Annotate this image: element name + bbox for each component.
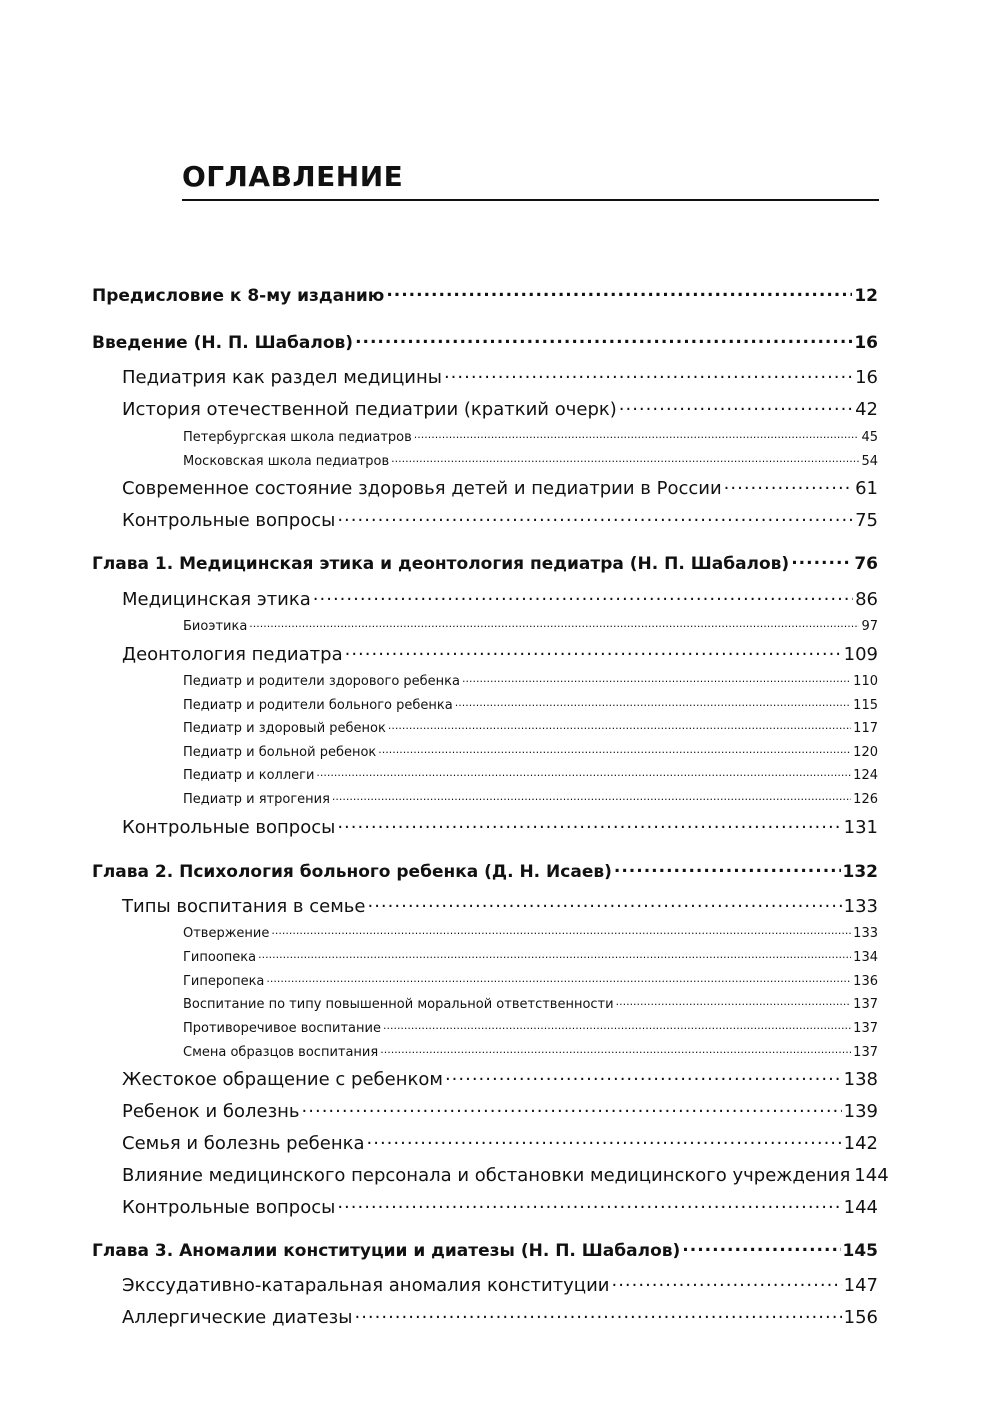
- toc-entry-title: Глава 1. Медицинская этика и деонтология педиатра (Н. П. Шабалов): [92, 554, 790, 574]
- leader-dots: [455, 696, 851, 709]
- toc-entry-title: Глава 3. Аномалии конституции и диатезы (Н. П. Шабалов): [92, 1241, 681, 1261]
- leader-dots: [386, 284, 852, 301]
- toc-entry-page: 16: [855, 367, 878, 388]
- toc-entry[interactable]: [122, 508, 878, 531]
- toc-entry[interactable]: [183, 924, 878, 941]
- toc-entry-title: Отвержение: [183, 926, 270, 941]
- leader-dots: [354, 1305, 841, 1323]
- toc-entry-title: Биоэтика: [183, 619, 248, 634]
- toc-entry-page: 42: [855, 399, 878, 420]
- toc-entry-title: Жестокое обращение с ребенком: [122, 1069, 443, 1090]
- toc-entry[interactable]: [183, 1043, 878, 1060]
- leader-dots: [462, 672, 851, 685]
- toc-entry-page: 117: [853, 721, 878, 736]
- leader-dots: [614, 860, 841, 877]
- leader-dots: [724, 476, 853, 494]
- toc-entry[interactable]: [122, 476, 878, 499]
- leader-dots: [302, 1099, 842, 1117]
- leader-dots: [444, 365, 853, 383]
- leader-dots: [388, 719, 851, 732]
- toc-entry[interactable]: [183, 452, 878, 469]
- toc-entry[interactable]: [183, 790, 878, 807]
- leader-dots: [367, 1131, 842, 1149]
- leader-dots: [337, 1195, 841, 1213]
- toc-entry-title: Педиатр и коллеги: [183, 768, 315, 783]
- toc-entry[interactable]: [183, 696, 878, 713]
- toc-entry-title: Деонтология педиатра: [122, 644, 343, 665]
- toc-entry-page: 75: [855, 510, 878, 531]
- toc-entry-title: Педиатр и здоровый ребенок: [183, 721, 386, 736]
- toc-entry-title: История отечественной педиатрии (краткий очерк): [122, 399, 617, 420]
- toc-entry[interactable]: [92, 552, 878, 574]
- toc-entry-page: 124: [853, 768, 878, 783]
- toc-entry[interactable]: [183, 617, 878, 634]
- toc-entry[interactable]: [92, 284, 878, 306]
- toc-entry-page: 126: [853, 792, 878, 807]
- leader-dots: [380, 1043, 851, 1056]
- toc-entry-title: Контрольные вопросы: [122, 510, 336, 531]
- toc-entry-page: 115: [853, 698, 878, 713]
- leader-dots: [249, 617, 859, 630]
- toc-entry-title: Смена образцов воспитания: [183, 1045, 379, 1060]
- toc-entry-page: 142: [843, 1133, 878, 1154]
- toc-entry-title: Московская школа педиатров: [183, 454, 390, 469]
- toc-entry-title: Современное состояние здоровья детей и педиатрии в России: [122, 478, 722, 499]
- toc-entry[interactable]: [183, 972, 878, 989]
- toc-entry-page: 110: [853, 674, 878, 689]
- toc-entry-page: 54: [861, 454, 878, 469]
- toc-entry[interactable]: [122, 894, 878, 917]
- leader-dots: [445, 1067, 842, 1085]
- leader-dots: [378, 743, 851, 756]
- toc-entry[interactable]: [122, 1131, 878, 1154]
- leader-dots: [355, 331, 852, 348]
- leader-dots: [367, 894, 841, 912]
- leader-dots: [619, 397, 853, 415]
- toc-entry-page: 147: [843, 1275, 878, 1296]
- toc-entry-title: Педиатрия как раздел медицины: [122, 367, 442, 388]
- toc-entry-page: 109: [843, 644, 878, 665]
- leader-dots: [383, 1019, 851, 1032]
- toc-entry[interactable]: [122, 1273, 878, 1296]
- toc-entry[interactable]: [183, 995, 878, 1012]
- toc-entry[interactable]: [183, 428, 878, 445]
- toc-entry-page: 97: [861, 619, 878, 634]
- toc-entry[interactable]: [183, 719, 878, 736]
- toc-entry-page: 86: [855, 589, 878, 610]
- leader-dots: [266, 972, 851, 985]
- leader-dots: [391, 452, 859, 465]
- toc-entry-page: 61: [855, 478, 878, 499]
- toc-entry-page: 12: [854, 286, 878, 306]
- toc-entry-page: 133: [853, 926, 878, 941]
- toc-entry-page: 134: [853, 950, 878, 965]
- toc-entry[interactable]: [183, 766, 878, 783]
- toc-entry-page: 45: [861, 430, 878, 445]
- toc-entry[interactable]: [183, 743, 878, 760]
- toc-entry-title: Гиперопека: [183, 974, 265, 989]
- toc-entry-page: 137: [853, 1045, 878, 1060]
- leader-dots: [791, 552, 852, 569]
- toc-entry[interactable]: [122, 397, 878, 420]
- toc-entry[interactable]: [122, 1195, 878, 1218]
- toc-entry[interactable]: [122, 1163, 889, 1186]
- toc-entry-page: 136: [853, 974, 878, 989]
- toc-entry-title: Влияние медицинского персонала и обстановки медицинского учреждения: [122, 1165, 851, 1186]
- page-title: ОГЛАВЛЕНИЕ: [182, 160, 404, 193]
- leader-dots: [611, 1273, 841, 1291]
- toc-entry-page: 138: [843, 1069, 878, 1090]
- leader-dots: [337, 508, 853, 526]
- toc-entry-page: 120: [853, 745, 878, 760]
- toc-entry-title: Медицинская этика: [122, 589, 311, 610]
- toc-entry[interactable]: [92, 860, 878, 882]
- toc-entry-page: 133: [843, 896, 878, 917]
- toc-entry[interactable]: [122, 587, 878, 610]
- toc-entry-page: 144: [843, 1197, 878, 1218]
- toc-entry[interactable]: [183, 948, 878, 965]
- toc-entry-title: Петербургская школа педиатров: [183, 430, 412, 445]
- toc-entry[interactable]: [122, 365, 878, 388]
- toc-entry-title: Введение (Н. П. Шабалов): [92, 333, 354, 353]
- toc-entry[interactable]: [183, 1019, 878, 1036]
- toc-entry-title: Педиатр и родители здорового ребенка: [183, 674, 460, 689]
- toc-entry-title: Ребенок и болезнь: [122, 1101, 300, 1122]
- toc-entry-page: 137: [853, 997, 878, 1012]
- toc-entry-title: Противоречивое воспитание: [183, 1021, 381, 1036]
- toc-entry[interactable]: [122, 1305, 878, 1328]
- toc-entry-page: 144: [854, 1165, 889, 1186]
- leader-dots: [316, 766, 851, 779]
- toc-entry-title: Семья и болезнь ребенка: [122, 1133, 365, 1154]
- toc-entry-title: Аллергические диатезы: [122, 1307, 353, 1328]
- toc-entry[interactable]: [122, 1067, 878, 1090]
- toc-entry-page: 131: [843, 817, 878, 838]
- toc-entry-title: Типы воспитания в семье: [122, 896, 366, 917]
- toc-entry-title: Гипоопека: [183, 950, 257, 965]
- toc-entry-page: 132: [842, 862, 878, 882]
- leader-dots: [414, 428, 860, 441]
- toc-entry[interactable]: [183, 672, 878, 689]
- leader-dots: [337, 815, 841, 833]
- toc-entry-page: 16: [854, 333, 878, 353]
- leader-dots: [258, 948, 851, 961]
- leader-dots: [682, 1239, 840, 1256]
- toc-entry-title: Педиатр и ятрогения: [183, 792, 330, 807]
- toc-entry[interactable]: [122, 642, 878, 665]
- leader-dots: [616, 995, 852, 1008]
- toc-entry[interactable]: [92, 331, 878, 353]
- toc-entry[interactable]: [122, 815, 878, 838]
- leader-dots: [313, 587, 853, 605]
- toc-entry-page: 137: [853, 1021, 878, 1036]
- toc-entry[interactable]: [92, 1239, 878, 1261]
- leader-dots: [271, 924, 851, 937]
- toc-entry[interactable]: [122, 1099, 878, 1122]
- toc-entry-title: Контрольные вопросы: [122, 1197, 336, 1218]
- toc-entry-page: 76: [854, 554, 878, 574]
- toc-entry-title: Контрольные вопросы: [122, 817, 336, 838]
- toc-entry-title: Воспитание по типу повышенной моральной ответственности: [183, 997, 614, 1012]
- toc-entry-title: Педиатр и больной ребенок: [183, 745, 377, 760]
- toc-entry-title: Глава 2. Психология больного ребенка (Д. Н. Исаев): [92, 862, 612, 882]
- toc-entry-page: 145: [842, 1241, 878, 1261]
- toc-entry-page: 139: [843, 1101, 878, 1122]
- leader-dots: [345, 642, 842, 660]
- toc-entry-title: Предисловие к 8-му изданию: [92, 286, 385, 306]
- leader-dots: [332, 790, 851, 803]
- toc-entry-title: Экссудативно-катаральная аномалия конституции: [122, 1275, 610, 1296]
- toc-entry-page: 156: [843, 1307, 878, 1328]
- toc-entry-title: Педиатр и родители больного ребенка: [183, 698, 453, 713]
